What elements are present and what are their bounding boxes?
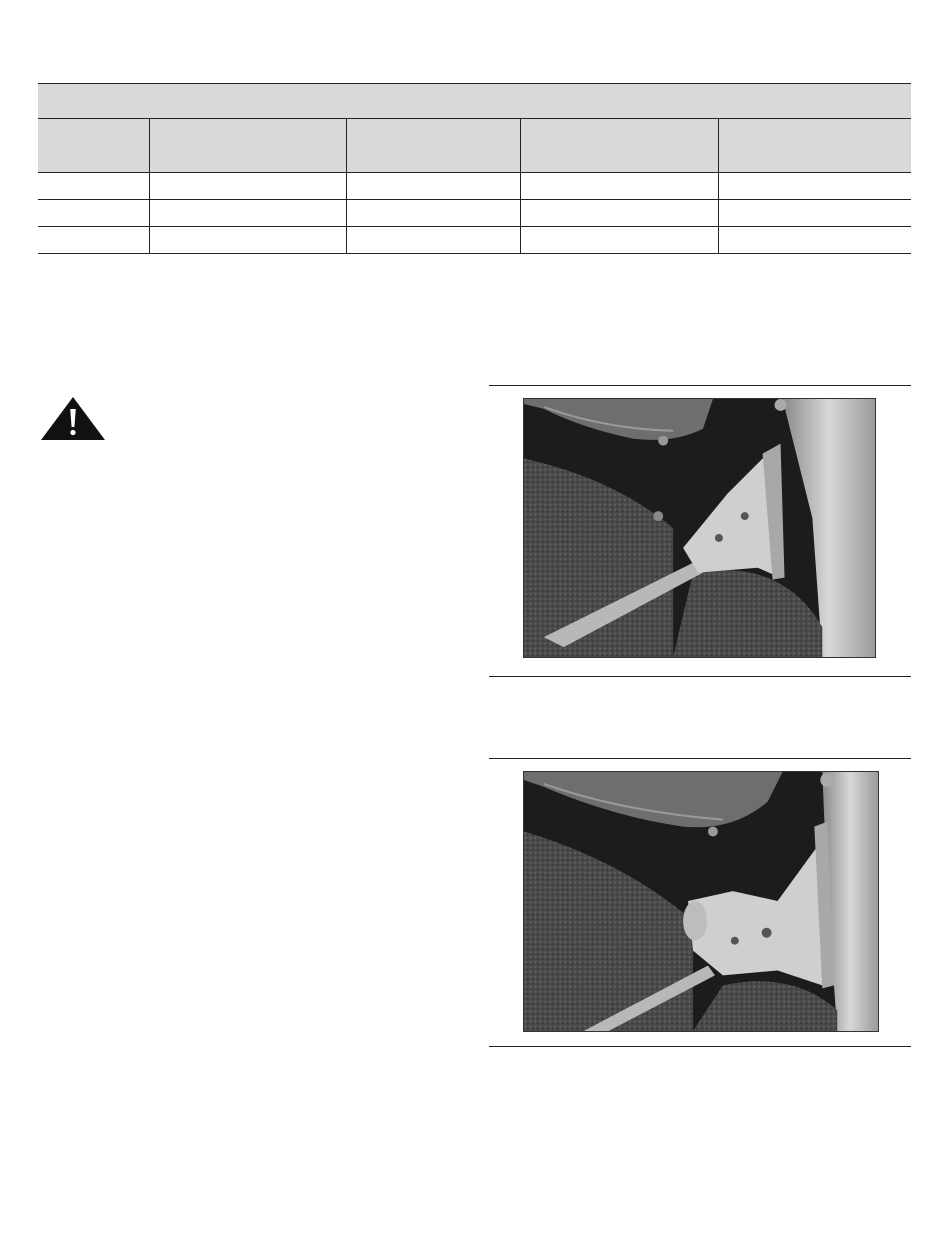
figure-1 — [489, 385, 911, 677]
table-header-row — [38, 119, 911, 173]
table-row — [38, 200, 911, 227]
column-header — [149, 119, 346, 173]
figure-2 — [489, 758, 911, 1047]
table-cell — [149, 200, 346, 227]
table-cell — [346, 227, 520, 254]
column-header — [520, 119, 718, 173]
table-title-row — [38, 84, 911, 119]
table-cell — [346, 200, 520, 227]
table-cell — [520, 173, 718, 200]
oven-door-hinge-photo-1 — [523, 398, 876, 658]
table-cell — [520, 227, 718, 254]
table-cell — [718, 173, 911, 200]
column-header — [346, 119, 520, 173]
warning-triangle-icon — [40, 396, 106, 441]
table-cell — [718, 227, 911, 254]
column-header — [38, 119, 149, 173]
table-cell — [520, 200, 718, 227]
table-cell — [38, 227, 149, 254]
table-row — [38, 173, 911, 200]
table-cell — [38, 200, 149, 227]
table-title — [38, 84, 911, 119]
table-cell — [346, 173, 520, 200]
spec-table — [38, 83, 911, 254]
column-header — [718, 119, 911, 173]
table-cell — [149, 227, 346, 254]
table-cell — [38, 173, 149, 200]
table-cell — [718, 200, 911, 227]
table-cell — [149, 173, 346, 200]
table-row — [38, 227, 911, 254]
oven-door-hinge-photo-2 — [523, 771, 879, 1032]
